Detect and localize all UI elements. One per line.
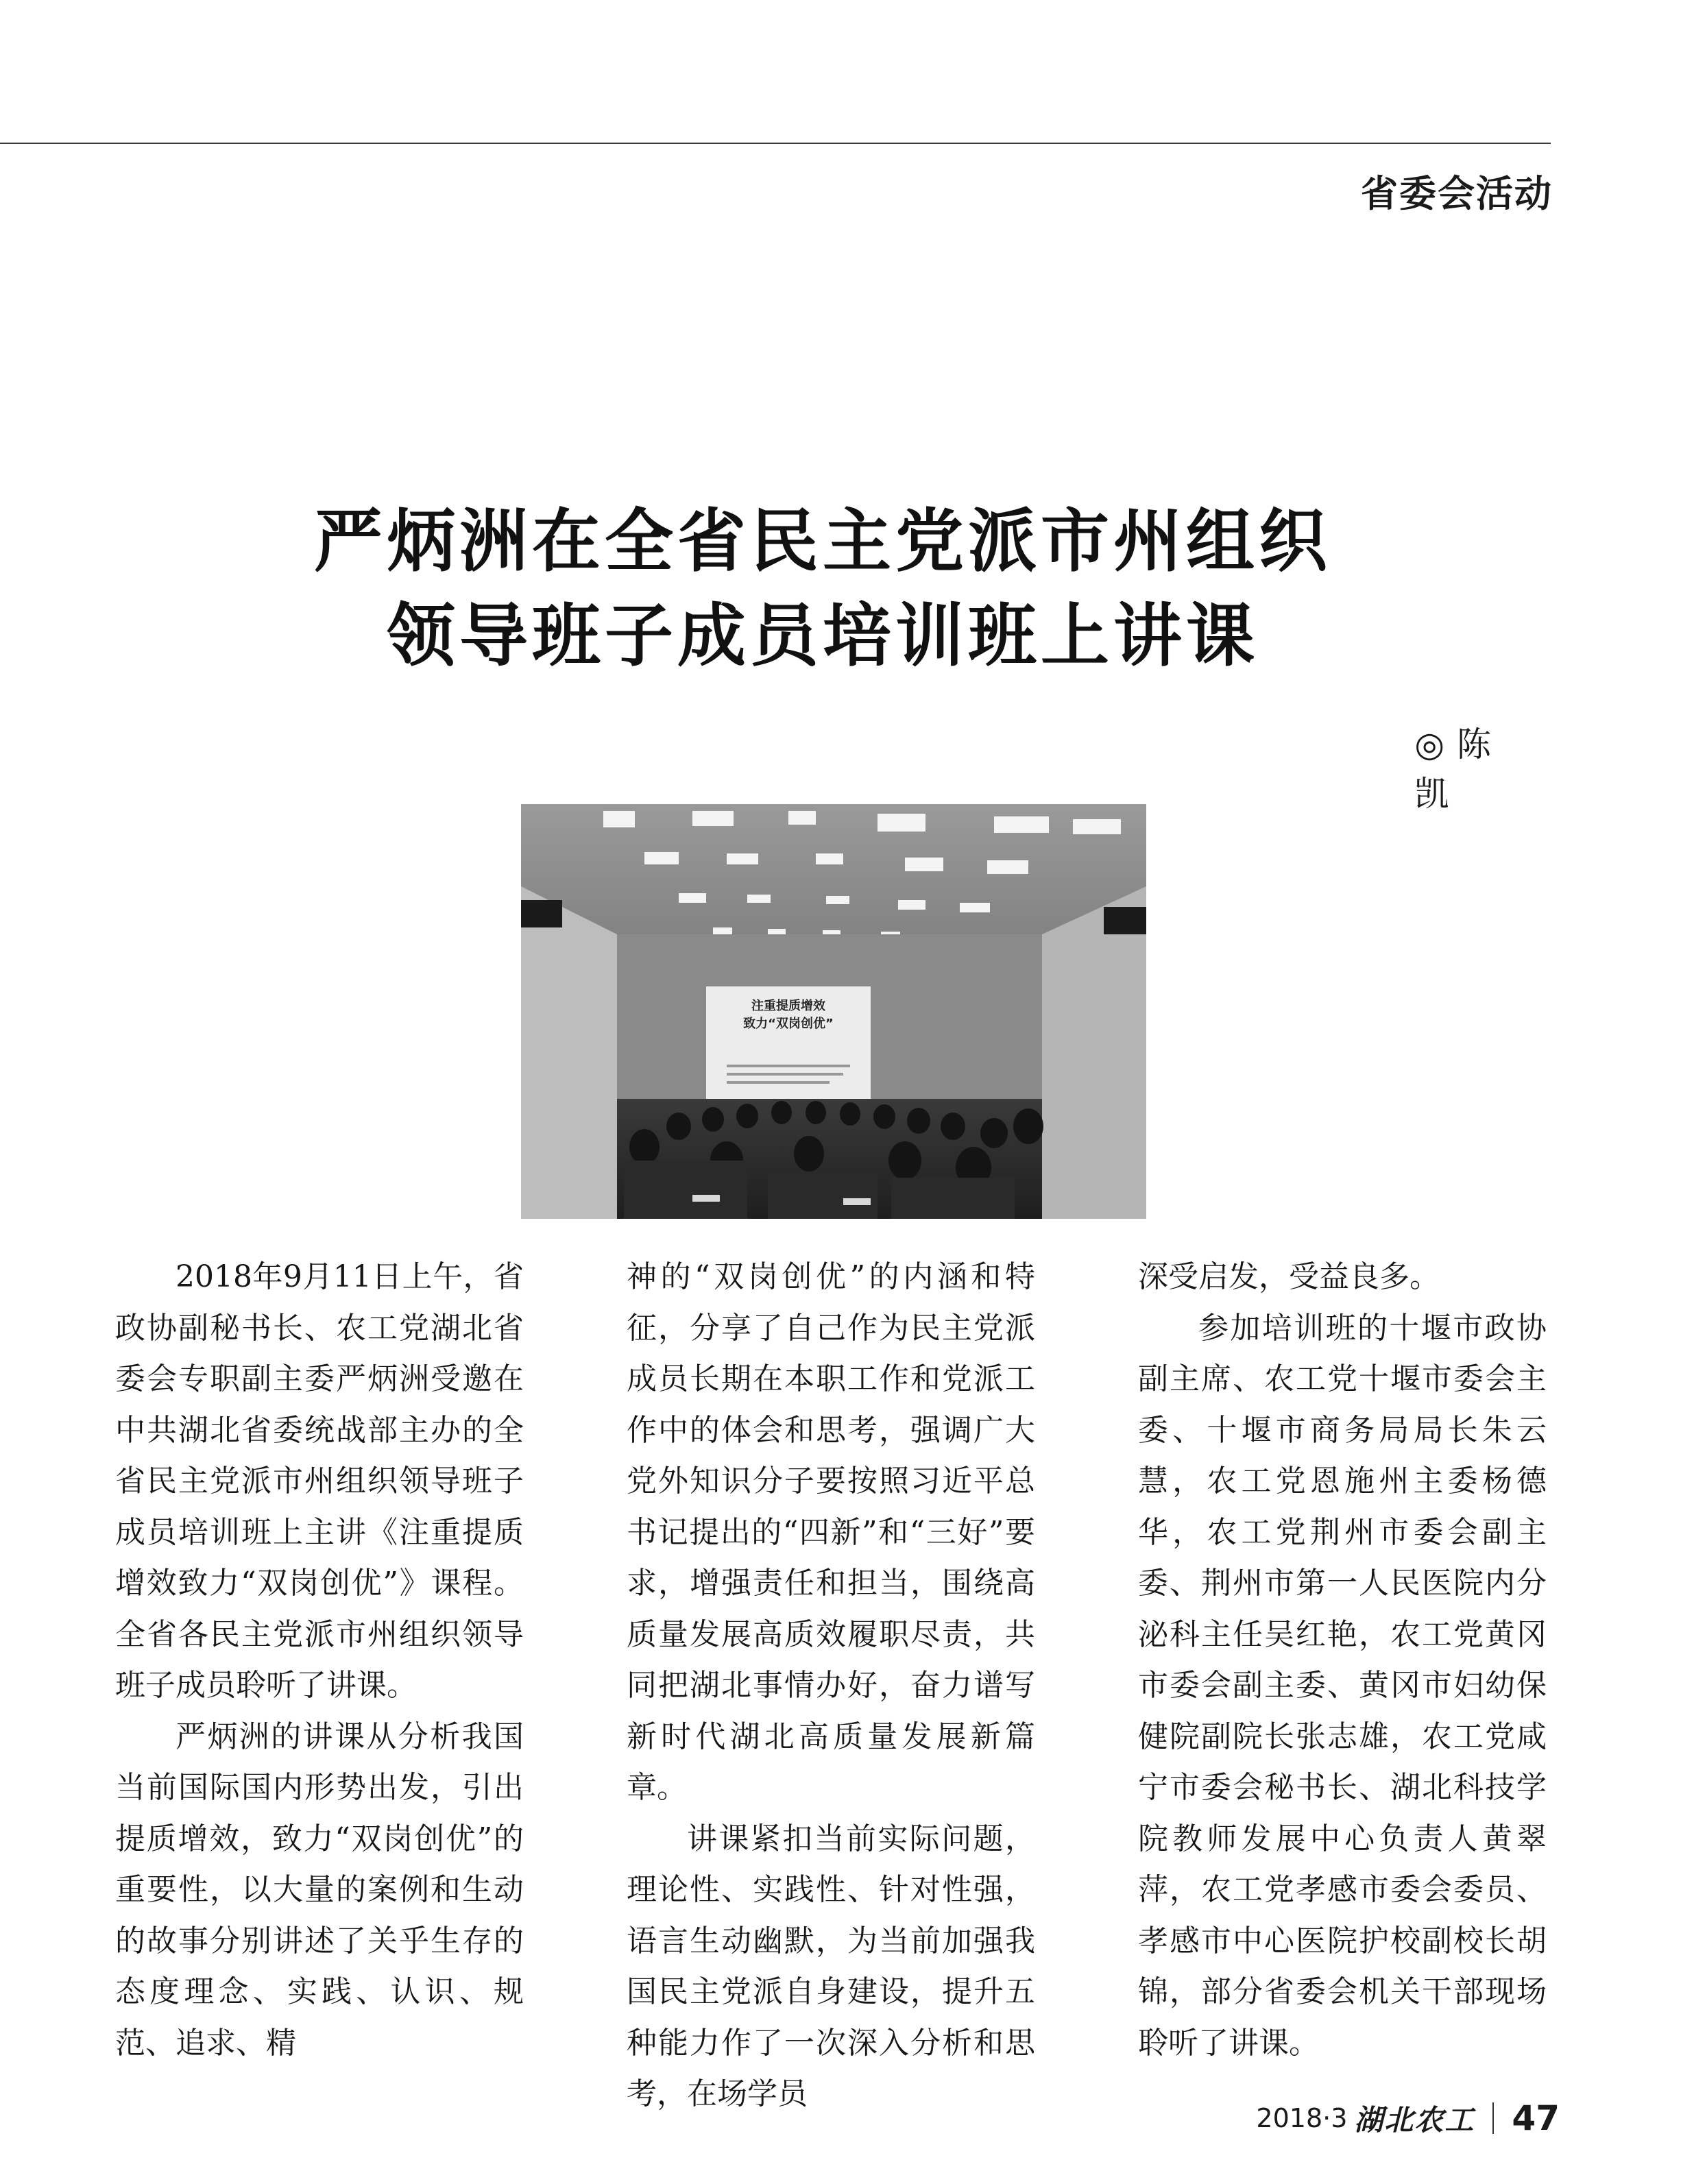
section-label: 省委会活动 — [1361, 172, 1553, 215]
page-footer — [1256, 2094, 1560, 2142]
text-column-1 — [115, 1252, 524, 2069]
slide-title-line-2: 致力“双岗创优” — [743, 1017, 834, 1031]
byline-mark: ◎ — [1414, 725, 1447, 764]
article-title — [0, 494, 1645, 683]
paragraph: 严炳洲的讲课从分析我国当前国际国内形势出发，引出提质增效，致力“双岗创优”的重要性，以大量的案例和生动的故事分别讲述了关乎生存的态度理念、实践、认识、规范、追求、精 — [115, 1719, 524, 2061]
slide-title-line-1: 注重提质增效 — [751, 999, 825, 1013]
header-rule — [0, 143, 1551, 144]
issue-number: 2018·3 — [1256, 2103, 1348, 2133]
paragraph: 讲课紧扣当前实际问题，理论性、实践性、针对性强，语言生动幽默，为当前加强我国民主党派自身建设，提升五种能力作了一次深入分析和思考，在场学员 — [627, 1821, 1035, 2111]
byline — [1414, 717, 1553, 816]
magazine-name: 湖北农工 — [1354, 2103, 1475, 2137]
title-line-2: 领导班子成员培训班上讲课 — [387, 595, 1259, 676]
author-name: 陈凯 — [1414, 725, 1518, 814]
paragraph: 神的“双岗创优”的内涵和特征，分享了自己作为民主党派成员长期在本职工作和党派工作中的体会和思考，强调广大党外知识分子要按照习近平总书记提出的“四新”和“三好”要求，增强责任和担当，围绕高质量发展高质效履职尽责，共同把湖北事情办好，奋力谱写新时代湖北高质量发展新篇章。 — [627, 1259, 1035, 1805]
text-column-2 — [627, 1252, 1035, 2120]
footer-divider — [1492, 2102, 1494, 2134]
lecture-photo — [521, 804, 1146, 1219]
page-number: 47 — [1512, 2098, 1560, 2138]
paragraph: 2018年9月11日上午，省政协副秘书长、农工党湖北省委会专职副主委严炳洲受邀在中共湖北省委统战部主办的全省民主党派市州组织领导班子成员培训班上主讲《注重提质增效致力“双岗创优”》课程。全省各民主党派市州组织领导班子成员聆听了讲课。 — [115, 1259, 524, 1703]
paragraph: 参加培训班的十堰市政协副主席、农工党十堰市委会主委、十堰市商务局局长朱云慧，农工党恩施州主委杨德华，农工党荆州市委会副主委、荆州市第一人民医院内分泌科主任吴红艳，农工党黄冈市委会副主委、黄冈市妇幼保健院副院长张志雄，农工党咸宁市委会秘书长、湖北科技学院教师发展中心负责人黄翠萍，农工党孝感市委会委员、孝感市中心医院护校副校长胡锦，部分省委会机关干部现场聆听了讲课。 — [1138, 1310, 1547, 2061]
text-column-3 — [1138, 1252, 1547, 2069]
title-line-1: 严炳洲在全省民主党派市州组织 — [314, 500, 1331, 581]
paragraph: 深受启发，受益良多。 — [1138, 1259, 1440, 1294]
